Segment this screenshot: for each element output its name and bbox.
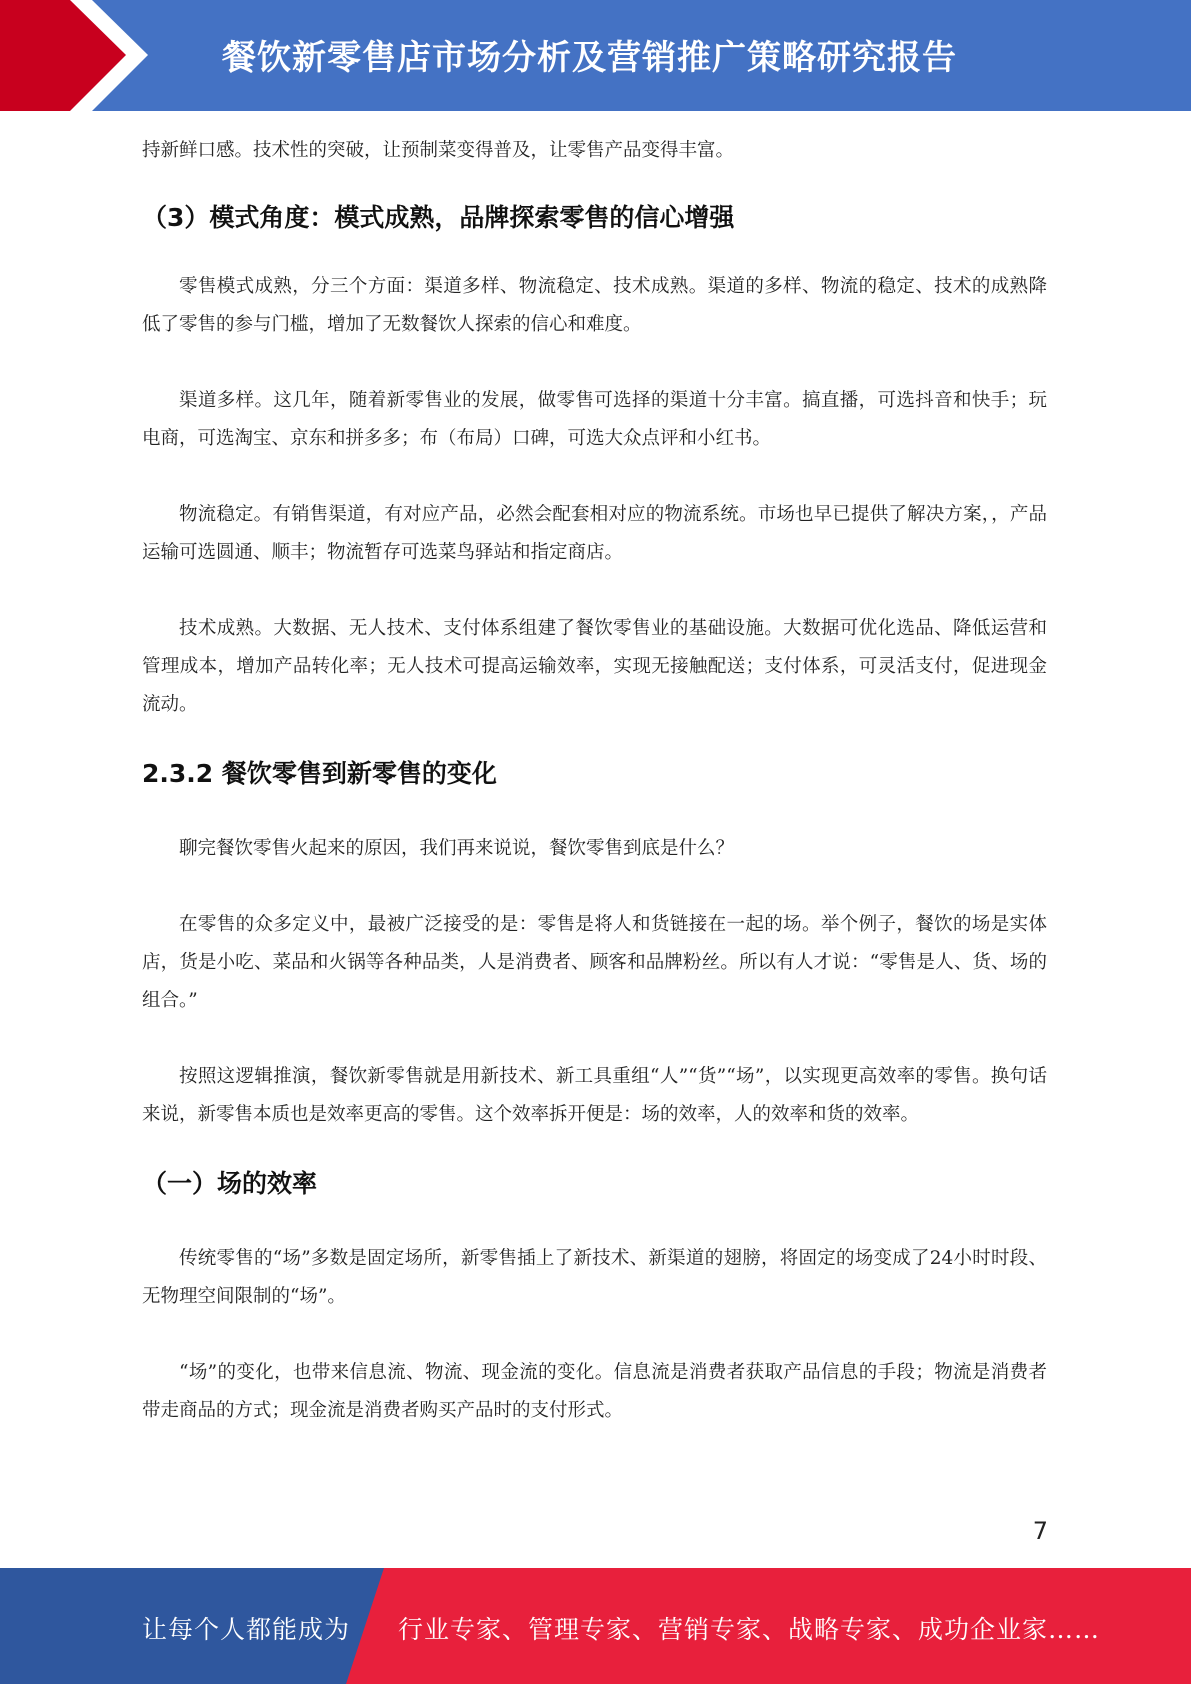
paragraph: 技术成熟。大数据、无人技术、支付体系组建了餐饮零售业的基础设施。大数据可优化选品、降低运营和管理成本，增加产品转化率；无人技术可提高运输效率，实现无接触配送；支付体系，可灵活支付，促进现金流动。 xyxy=(142,618,1047,715)
paragraph: “场”的变化，也带来信息流、物流、现金流的变化。信息流是消费者获取产品信息的手段；物流是消费者带走商品的方式；现金流是消费者购买产品时的支付形式。 xyxy=(142,1362,1047,1421)
paragraph: 零售模式成熟，分三个方面：渠道多样、物流稳定、技术成熟。渠道的多样、物流的稳定、技术的成熟降低了零售的参与门槛，增加了无数餐饮人探索的信心和难度。 xyxy=(142,276,1047,335)
paragraph: 按照这逻辑推演，餐饮新零售就是用新技术、新工具重组“人”“货”“场”，以实现更高效率的零售。换句话来说，新零售本质也是效率更高的零售。这个效率拆开便是：场的效率，人的效率和货的效率。 xyxy=(142,1066,1047,1125)
page-header xyxy=(0,0,1191,111)
section-heading: （3）模式角度：模式成熟，品牌探索零售的信心增强 xyxy=(142,203,735,232)
page-number: 7 xyxy=(1032,1517,1048,1545)
paragraph: 在零售的众多定义中，最被广泛接受的是：零售是将人和货链接在一起的场。举个例子，餐饮的场是实体店，货是小吃、菜品和火锅等各种品类，人是消费者、顾客和品牌粉丝。所以有人才说：“零售是人、货、场的组合。” xyxy=(142,914,1047,1011)
subsection-heading: 2.3.2 餐饮零售到新零售的变化 xyxy=(142,759,497,788)
paragraph: 持新鲜口感。技术性的突破，让预制菜变得普及，让零售产品变得丰富。 xyxy=(142,140,735,161)
footer-slogan-left: 让每个人都能成为 xyxy=(142,1615,351,1644)
paragraph: 渠道多样。这几年，随着新零售业的发展，做零售可选择的渠道十分丰富。搞直播，可选抖音和快手；玩电商，可选淘宝、京东和拼多多；布（布局）口碑，可选大众点评和小红书。 xyxy=(142,390,1047,449)
page-footer xyxy=(0,1568,1191,1684)
paragraph: 聊完餐饮零售火起来的原因，我们再来说说，餐饮零售到底是什么？ xyxy=(179,838,735,859)
document-body xyxy=(142,132,1047,1430)
paragraph: 传统零售的“场”多数是固定场所，新零售插上了新技术、新渠道的翅膀，将固定的场变成了24小时时段、无物理空间限制的“场”。 xyxy=(142,1248,1047,1307)
header-title: 餐饮新零售店市场分析及营销推广策略研究报告 xyxy=(222,38,957,78)
footer-slogan-right: 行业专家、管理专家、营销专家、战略专家、成功企业家…… xyxy=(398,1615,1101,1644)
paragraph: 物流稳定。有销售渠道，有对应产品，必然会配套相对应的物流系统。市场也早已提供了解决方案，，产品运输可选圆通、顺丰；物流暂存可选菜鸟驿站和指定商店。 xyxy=(142,504,1047,563)
section-heading: （一）场的效率 xyxy=(142,1169,318,1198)
